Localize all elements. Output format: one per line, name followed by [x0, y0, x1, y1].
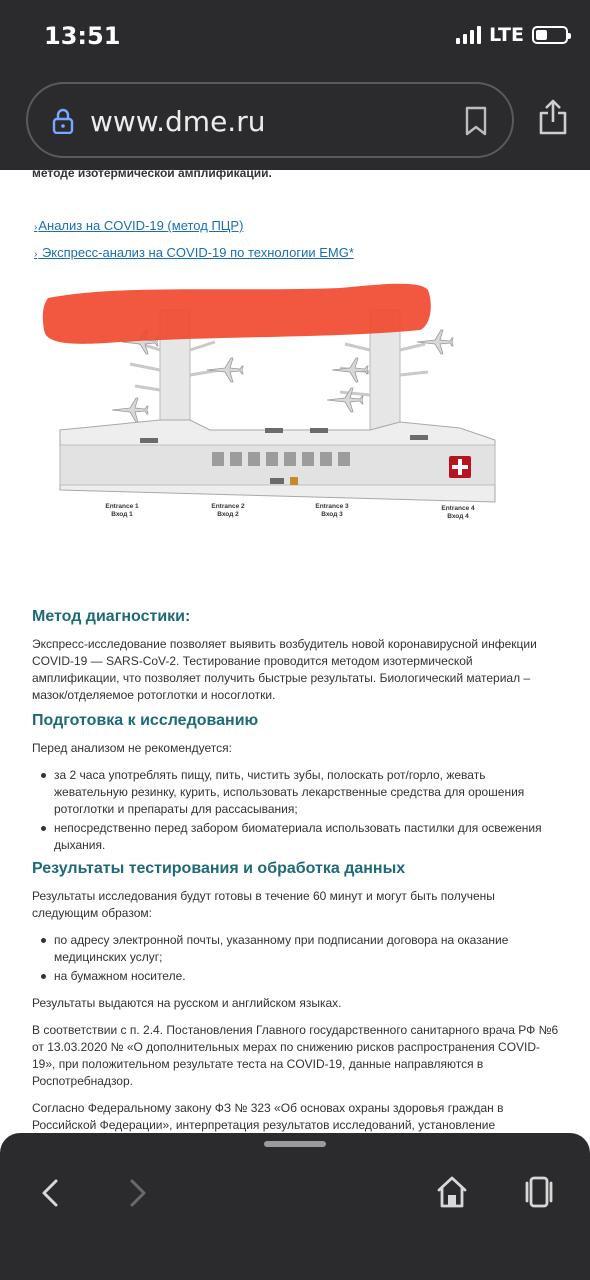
links-list	[34, 218, 354, 272]
results-language: Результаты выдаются на русском и английском языках.	[32, 996, 342, 1010]
list-item: по адресу электронной почты, указанному при подписании договора на оказание медицинских услуг;	[40, 932, 562, 966]
list-item: на бумажном носителе.	[40, 968, 562, 985]
list-item: за 2 часа употреблять пищу, пить, чистить зубы, полоскать рот/горло, жевать жевательную резинку, курить, использовать лекарственные средства для орошения ротоглотки и препараты для рассасывания;	[40, 767, 562, 818]
home-icon[interactable]	[436, 1175, 468, 1209]
terminal-map-drawing	[40, 280, 500, 520]
prep-intro: Перед анализом не рекомендуется:	[32, 741, 232, 755]
method-section	[32, 608, 562, 714]
share-icon[interactable]	[538, 98, 568, 136]
clipped-paragraph: методе изотермической амплификации.	[32, 166, 272, 180]
entrance-4-ru-label: Вход 4	[447, 513, 469, 520]
entrance-3-ru-label: Вход 3	[321, 511, 343, 518]
prep-list	[40, 767, 562, 854]
address-bar[interactable]	[26, 82, 514, 158]
medical-cross-icon	[449, 456, 471, 478]
status-time: 13:51	[44, 22, 121, 50]
entrance-2-ru-label: Вход 2	[217, 511, 239, 518]
results-list	[40, 932, 562, 985]
forward-chevron-icon[interactable]	[126, 1177, 150, 1209]
express-test-link[interactable]: › Экспресс-анализ на COVID-19 по технологии EMG*	[34, 245, 354, 260]
lock-icon	[52, 108, 74, 134]
entrance-2-label: Entrance 2	[211, 503, 245, 510]
list-item: непосредственно перед забором биоматериала использовать пастилки для освежения дыхания.	[40, 820, 562, 854]
entrance-4-label: Entrance 4	[441, 505, 475, 512]
terminal-map	[40, 280, 500, 520]
pcr-test-link[interactable]: ›Анализ на COVID-19 (метод ПЦР)	[34, 218, 244, 233]
prep-title: Подготовка к исследованию	[32, 712, 259, 729]
results-intro: Результаты исследования будут готовы в течение 60 минут и могут быть получены следующим образом:	[32, 889, 495, 920]
entrance-3-label: Entrance 3	[315, 503, 349, 510]
entrance-1-label: Entrance 1	[105, 503, 139, 510]
url-text[interactable]: www.dme.ru	[90, 105, 266, 138]
entrance-1-ru-label: Вход 1	[111, 511, 133, 518]
bookmark-icon[interactable]	[464, 106, 488, 136]
back-chevron-icon[interactable]	[38, 1177, 62, 1209]
results-decree: В соответствии с п. 2.4. Постановления Главного государственного санитарного врача РФ №6 от 13.03.2020 № «О дополнительных мерах по снижению рисков распространения COVID-19», при положительном результате теста на COVID-19, данные направляются в Роспотребнадзор.	[32, 1023, 559, 1088]
method-text: Экспресс-исследование позволяет выявить возбудитель новой коронавирусной инфекции COVID-19 — SARS-CoV-2. Тестирование проводится методом изотермической амплификации, что позволяет получить быстрые результаты. Биологический материал – мазок/отделяемое ротоглотки и носоглотки.	[32, 637, 537, 702]
results-title: Результаты тестирования и обработка данных	[32, 860, 406, 877]
network-label: LTE	[489, 24, 524, 46]
method-title: Метод диагностики:	[32, 608, 191, 625]
battery-icon	[532, 26, 568, 44]
prep-section	[32, 712, 562, 864]
status-indicators	[456, 24, 568, 46]
sheet-handle[interactable]	[264, 1141, 326, 1147]
results-section	[32, 860, 562, 1144]
browser-top-bar	[0, 0, 590, 170]
signal-icon	[456, 26, 481, 44]
results-law: Согласно Федеральному закону ФЗ № 323 «Об основах охраны здоровья граждан в Российской Федерации», интерпретация результатов исследований, установление	[32, 1101, 504, 1132]
browser-bottom-bar	[0, 1133, 590, 1280]
tabs-icon[interactable]	[522, 1175, 556, 1209]
